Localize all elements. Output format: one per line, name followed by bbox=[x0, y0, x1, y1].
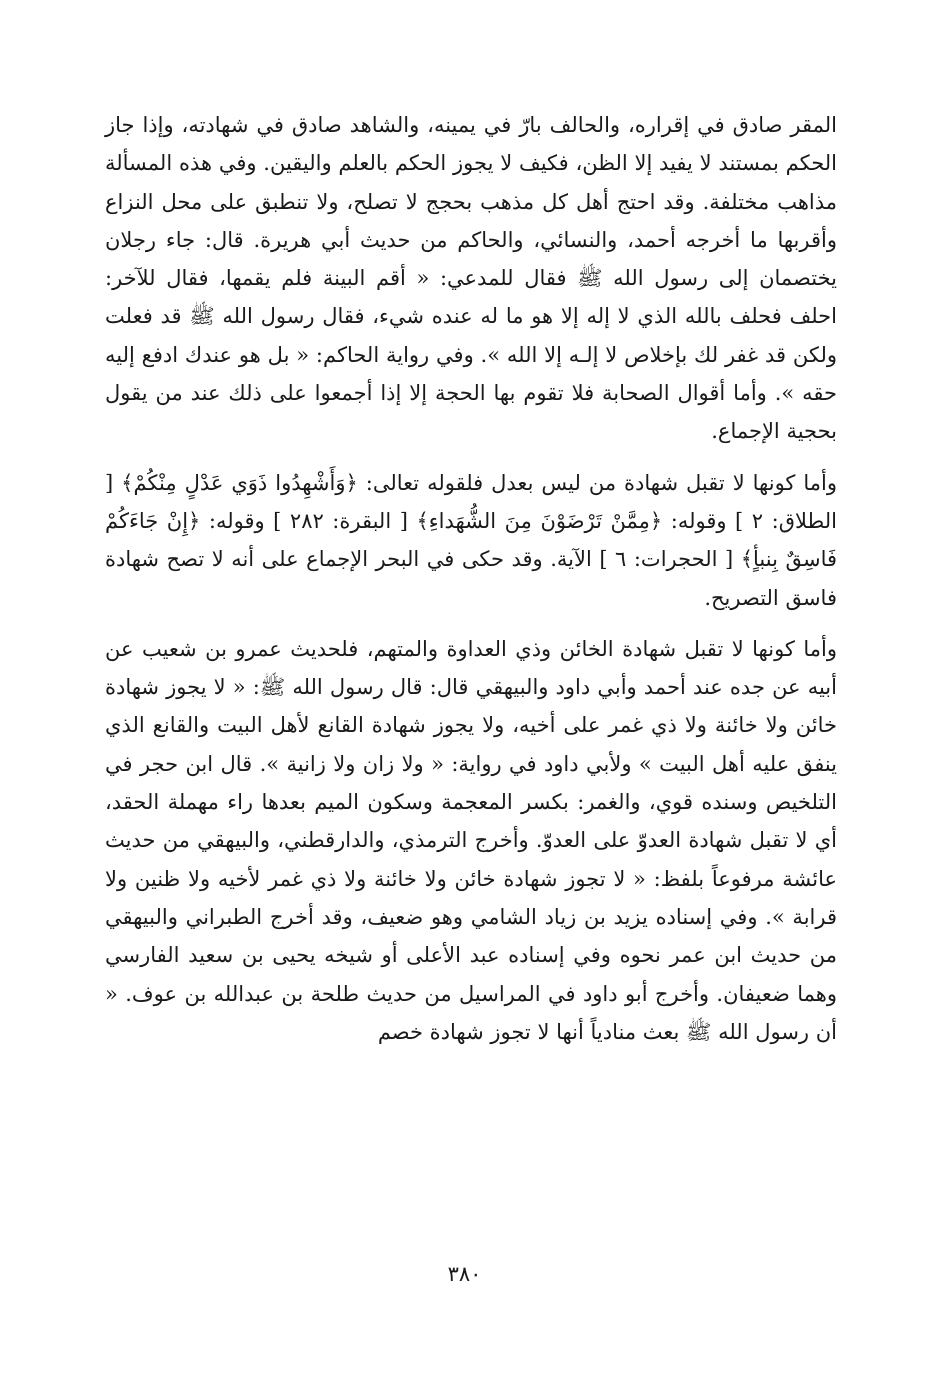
page-number: ٣٨٠ bbox=[447, 1262, 482, 1286]
paragraph-just-witness: وأما كونها لا تقبل شهادة من ليس بعدل فلقوله تعالى: ﴿وَأَشْهِدُوا ذَوَي عَدْلٍ مِنْكُمْ﴾ [ الطلاق: ٢ ] وقوله: ﴿مِمَّنْ تَرْضَوْنَ مِنَ الشُّهَداءِ﴾ [ البقرة: ٢٨٢ ] وقوله: ﴿إِنْ جَاءَكُمْ فَاسِقٌ بِنبأٍ﴾ [ الحجرات: ٦ ] الآية. وقد حكى في البحر الإجماع على أنه لا تصح شهادة فاسق التصريح. bbox=[105, 470, 838, 610]
body-text bbox=[105, 106, 837, 1051]
paragraph-traitor-enmity: وأما كونها لا تقبل شهادة الخائن وذي العداوة والمتهم، فلحديث عمرو بن شعيب عن أبيه عن جده عند أحمد وأبي داود والبيهقي قال: قال رسول الله ﷺ: « لا يجوز شهادة خائن ولا خائنة ولا ذي غمر على أخيه، ولا يجوز شهادة القانع لأهل البيت والقانع الذي ينفق عليه أهل البيت » ولأبي داود في رواية: « ولا زان ولا زانية ». قال ابن حجر في التلخيص وسنده قوي، والغمر: بكسر المعجمة وسكون الميم بعدها راء مهملة الحقد، أي لا تقبل شهادة العدوّ على العدوّ. وأخرج الترمذي، والدارقطني، والبيهقي من حديث عائشة مرفوعاً بلفظ: « لا تجوز شهادة خائن ولا خائنة ولا ذي غمر لأخيه ولا ظنين ولا قرابة ». وفي إسناده يزيد بن زياد الشامي وهو ضعيف، وقد أخرج الطبراني والبيهقي من حديث ابن عمر نحوه وفي إسناده عبد الأعلى أو شيخه يحيى بن سعيد الفارسي وهما ضعيفان. وأخرج أبو داود في المراسيل من حديث طلحة بن عبدالله بن عوف. « أن رسول الله ﷺ بعث منادياً أنها لا تجوز شهادة خصم bbox=[105, 636, 837, 1044]
paragraph-testimony-ruling: المقر صادق في إقراره، والحالف بارّ في يمينه، والشاهد صادق في شهادته، وإذا جاز الحكم بمستند لا يفيد إلا الظن، فكيف لا يجوز الحكم بالعلم واليقين. وفي هذه المسألة مذاهب مختلفة. وقد احتج أهل كل مذهب بحجج لا تصلح، ولا تنطبق على محل النزاع وأقربها ما أخرجه أحمد، والنسائي، والحاكم من حديث أبي هريرة. قال: جاء رجلان يختصمان إلى رسول الله ﷺ فقال للمدعي: « أقم البينة فلم يقمها، فقال للآخر: احلف فحلف بالله الذي لا إله إلا هو ما له عنده شيء، فقال رسول الله ﷺ قد فعلت ولكن قد غفر لك بإخلاص لا إلـه إلا الله ». وفي رواية الحاكم: « بل هو عندك ادفع إليه حقه ». وأما أقوال الصحابة فلا تقوم بها الحجة إلا إذا أجمعوا على ذلك عند من يقول بحجية الإجماع. bbox=[105, 113, 837, 444]
